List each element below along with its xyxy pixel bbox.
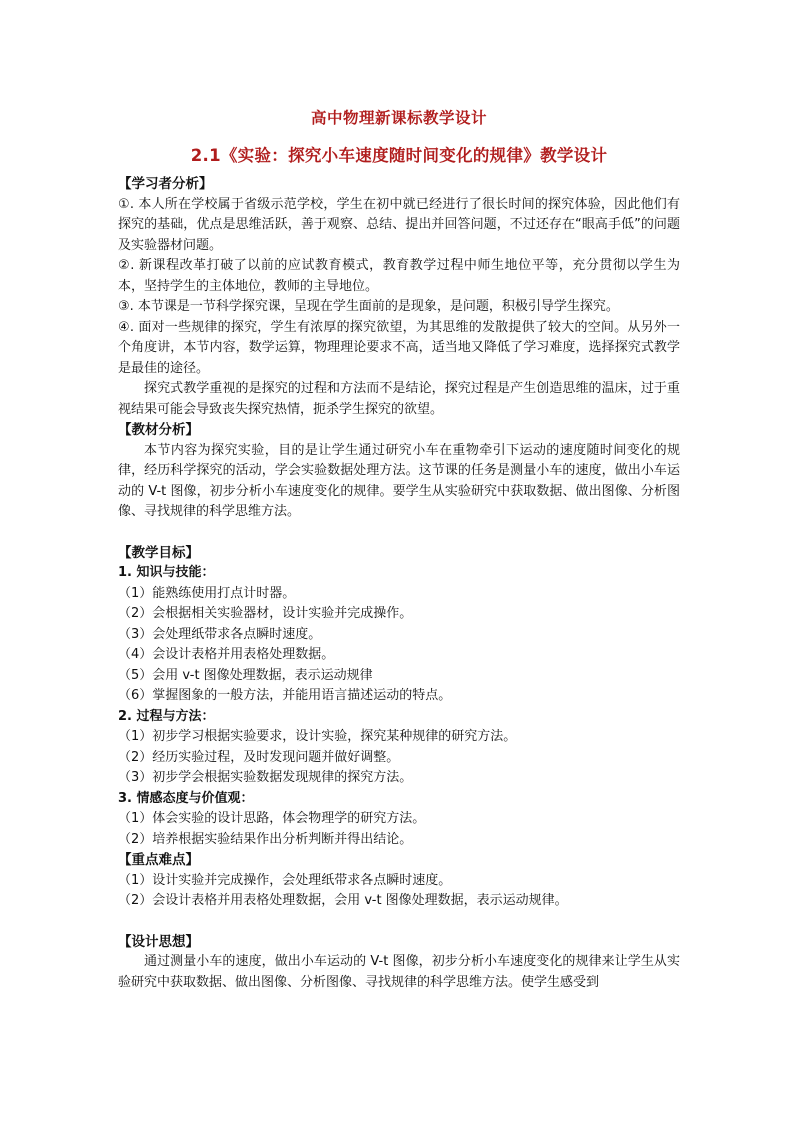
objective-item: （3）会处理纸带求各点瞬时速度。	[118, 626, 322, 642]
objective-item: （1）能熟练使用打点计时器。	[118, 585, 296, 601]
section-heading-objectives: 【教学目标】	[118, 544, 199, 561]
document-subtitle: 2.1《实验：探究小车速度随时间变化的规律》教学设计	[190, 146, 608, 165]
document-page	[118, 100, 680, 993]
learner-point-3: ③. 本节课是一节科学探究课，呈现在学生面前的是现象，是问题，积极引导学生探究。	[118, 299, 619, 314]
section-heading-design-idea: 【设计思想】	[118, 933, 199, 950]
key-point-item: （1）设计实验并完成操作，会处理纸带求各点瞬时速度。	[118, 872, 452, 888]
objective-item: （2）经历实验过程，及时发现问题并做好调整。	[118, 749, 400, 765]
section-heading-key-points: 【重点难点】	[118, 852, 199, 868]
objective-item: （5）会用 v-t 图像处理数据，表示运动规律	[118, 667, 373, 683]
objective-group-title-attitude: 3. 情感态度与价值观：	[118, 790, 254, 806]
objective-item: （1）初步学习根据实验要求，设计实验，探究某种规律的研究方法。	[118, 729, 517, 744]
objective-item: （1）体会实验的设计思路，体会物理学的研究方法。	[118, 811, 426, 826]
objective-item: （6）掌握图象的一般方法，并能用语言描述运动的特点。	[118, 688, 452, 703]
section-heading-learner-analysis: 【学习者分析】	[118, 176, 213, 192]
objective-group-title-process: 2. 过程与方法：	[118, 708, 215, 724]
spacer	[118, 912, 680, 932]
objective-item: （2）会根据相关实验器材，设计实验并完成操作。	[118, 606, 413, 621]
objective-group-title-knowledge: 1. 知识与技能：	[118, 565, 215, 580]
learner-point-4: ④. 面对一些规律的探究，学生有浓厚的探究欲望，为其思维的发散提供了较大的空间。从另外一个角度讲，本节内容，数学运算，物理理论要求不高，适当地又降低了学习难度，选择探究式教学是最佳的途径。	[118, 319, 680, 376]
learner-point-2: ②. 新课程改革打破了以前的应试教育模式，教育教学过程中师生地位平等，充分贯彻以学生为本，坚持学生的主体地位，教师的主导地位。	[118, 258, 680, 294]
objective-item: （2）培养根据实验结果作出分析判断并得出结论。	[118, 831, 413, 847]
key-point-item: （2）会设计表格并用表格处理数据，会用 v-t 图像处理数据，表示运动规律。	[118, 893, 568, 908]
objective-item: （3）初步学会根据实验数据发现规律的探究方法。	[118, 770, 413, 785]
design-idea-paragraph: 通过测量小车的速度，做出小车运动的 V-t 图像，初步分析小车速度变化的规律来让学生从实验研究中获取数据、做出图像、分析图像、寻找规律的科学思维方法。使学生感受到	[118, 954, 680, 990]
document-title: 高中物理新课标教学设计	[310, 109, 487, 127]
material-analysis-paragraph: 本节内容为探究实验，目的是让学生通过研究小车在重物牵引下运动的速度随时间变化的规律，经历科学探究的活动，学会实验数据处理方法。这节课的任务是测量小车的速度，做出小车运动的 V-t 图像，初步分析小车速度变化的规律。要学生从实验研究中获取数据、做出图像、分析图像、寻找规律的科学思维方法。	[118, 442, 680, 519]
section-heading-material-analysis: 【教材分析】	[118, 422, 199, 438]
learner-closing-paragraph: 探究式教学重视的是探究的过程和方法而不是结论，探究过程是产生创造思维的温床，过于重视结果可能会导致丧失探究热情，扼杀学生探究的欲望。	[118, 381, 680, 417]
spacer	[118, 523, 680, 543]
objective-item: （4）会设计表格并用表格处理数据。	[118, 647, 335, 662]
learner-point-1: ①. 本人所在学校属于省级示范学校，学生在初中就已经进行了很长时间的探究体验，因此他们有探究的基础，优点是思维活跃，善于观察、总结、提出并回答问题，不过还存在“眼高手低”的问题及实验器材问题。	[118, 196, 680, 253]
